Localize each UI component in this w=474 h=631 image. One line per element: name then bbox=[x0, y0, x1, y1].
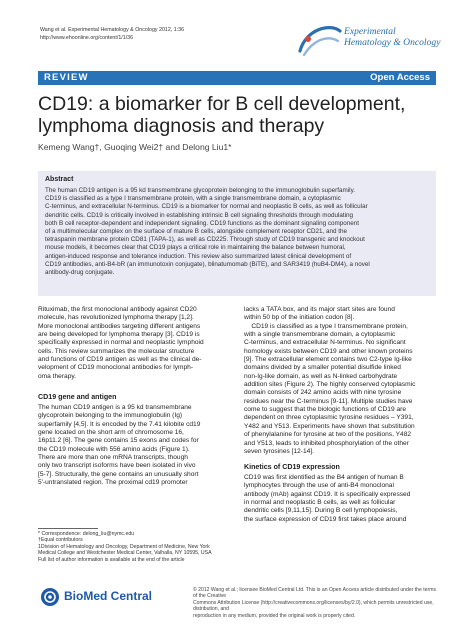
body-line: There are more than one mRNA transcripts, though bbox=[38, 454, 188, 462]
correspondence-email-link[interactable]: * Correspondence: delong_liu@nymc.edu bbox=[38, 531, 135, 537]
body-line: come to suggest that the biologic functions of CD19 are bbox=[244, 406, 407, 414]
right-column-text bbox=[244, 306, 436, 456]
body-line: in normal and neoplastic B cells, as well as follicular bbox=[244, 499, 396, 507]
title-line: lymphoma diagnosis and therapy bbox=[38, 115, 325, 137]
body-line: homology exists between CD19 and other known proteins bbox=[244, 347, 413, 355]
journal-name bbox=[344, 26, 440, 48]
abstract-line: antibody-drug conjugate. bbox=[45, 269, 115, 277]
body-line: Y482 and Y513. Experiments have shown that substitution bbox=[244, 422, 415, 430]
body-line: non-Ig-like domain, as well as N-linked carbohydrate bbox=[244, 372, 398, 380]
abstract-line: C-terminus, and extracellular N-terminus. CD19 is a biomarker for normal and neoplastic B cells, as well as follicular bbox=[45, 203, 368, 211]
body-line: addition sites (Figure 2). The highly conserved cytoplasmic bbox=[244, 381, 416, 389]
body-line: the CD19 molecule with 556 amino acids (Figure 1). bbox=[38, 445, 190, 453]
body-line: cells. This review summarizes the molecular structure bbox=[38, 347, 195, 355]
journal-name-line: Experimental bbox=[344, 26, 396, 37]
abstract-box bbox=[38, 171, 436, 296]
body-line: [5-7]. Structurally, the gene contains an unusually short bbox=[38, 470, 199, 478]
abstract-line: mouse models, it becomes clear that CD19 plays a critical role in maintaining the balance between humoral, bbox=[45, 244, 346, 252]
open-access-label: Open Access bbox=[370, 72, 430, 83]
right-column-section bbox=[244, 474, 436, 524]
journal-swirl-icon bbox=[296, 21, 342, 59]
journal-name-line: Hematology & Oncology bbox=[344, 37, 441, 48]
title-line: CD19: a biomarker for B cell development, bbox=[38, 93, 406, 115]
body-line: are being developed for lymphoma therapy [3]. CD19 is bbox=[38, 331, 200, 339]
copyright-line: © 2012 Wang et al.; licensee BioMed Central Ltd. This is an Open Access article distributed under the terms of the Creative bbox=[193, 587, 436, 600]
body-line: within 50 bp of the initiation codon [8]. bbox=[244, 314, 355, 322]
abstract-line: CD19 is classified as a type I transmembrane protein, with a single transmembrane domain, a cytoplasmic bbox=[45, 195, 341, 203]
body-line: glycoprotein belonging to the immunoglobulin (Ig) bbox=[38, 412, 183, 420]
body-line: CD19 is classified as a type I transmembrane protein, bbox=[244, 322, 408, 330]
body-line: molecule, has revolutionized lymphoma therapy [1,2]. bbox=[38, 314, 194, 322]
abstract-line: tetraspanin membrane protein CD81 (TAPA-1), as well as CD225. Through study of CD19 transgenic and knockout bbox=[45, 236, 365, 244]
footnote-line: Medical College and Westchester Medical Center, Valhalla, NY 10595, USA bbox=[38, 550, 212, 557]
body-line: the surface expression of CD19 first takes place around bbox=[244, 515, 407, 523]
body-line: lacks a TATA box, and its major start sites are found bbox=[244, 306, 395, 313]
footnote-divider bbox=[38, 528, 98, 529]
body-line: with a single transmembrane domain, a cytoplasmic bbox=[244, 331, 396, 339]
article-type-label: REVIEW bbox=[44, 72, 89, 83]
body-line: More monoclonal antibodies targeting different antigens bbox=[38, 322, 201, 330]
left-column-section bbox=[38, 404, 231, 487]
body-line: gene located on the short arm of chromosome 16, bbox=[38, 429, 184, 437]
abstract-line: CD19 antibodies, anti-B4-bR (an immunotoxin conjugate), blinatumomab (BiTE), and SAR3419 (huB4-DM4), a novel bbox=[45, 260, 370, 268]
footnote-line: Full list of author information is available at the end of the article bbox=[38, 556, 185, 563]
article-type-banner bbox=[38, 71, 436, 85]
author-list: Kemeng Wang†, Guoqing Wei2† and Delong Liu1* bbox=[38, 142, 232, 152]
body-line: seven tyrosines [12-14]. bbox=[244, 447, 315, 455]
abstract-line: both B cell receptor-dependent and independent signaling. CD19 functions as the dominant signaling component bbox=[45, 219, 360, 227]
body-line: and Y513, leads to inhibited phosphorylation of the other bbox=[244, 439, 409, 447]
body-line: CD19 was first identified as the B4 antigen of human B bbox=[244, 474, 404, 481]
body-line: C-terminus, and extracellular N-terminus. No significant bbox=[244, 339, 406, 347]
abstract-line: dendritic cells. CD19 is critically involved in establishing intrinsic B cell signaling thresholds through modulating bbox=[45, 211, 353, 219]
body-line: lymphocytes through the use of anti-B4 monoclonal bbox=[244, 482, 394, 490]
body-line: domain consists of 242 amino acids with nine tyrosine bbox=[244, 389, 402, 397]
footnote-line: †Equal contributors bbox=[38, 537, 83, 544]
citation bbox=[40, 27, 184, 42]
body-line: superfamily [4,5]. It is encoded by the 7.41 kilobite cd19 bbox=[38, 420, 201, 428]
body-line: antibody (mAb) against CD19. It is specifically expressed bbox=[244, 490, 411, 498]
body-line: of phenylalanine for tyrosine at two of the positions, Y482 bbox=[244, 431, 412, 439]
abstract-line: antigen-induced response and tolerance induction. This review also summarized latest clinical development of bbox=[45, 252, 352, 260]
publisher-name: BioMed Central bbox=[64, 589, 153, 603]
body-line: domains divided by a smaller potential disulfide linked bbox=[244, 364, 401, 372]
abstract-line: of a multimolecular complex on the surface of mature B cells, alongside complement receptor CD21, and the bbox=[45, 228, 348, 236]
biomed-central-logo-icon bbox=[40, 587, 60, 607]
footnotes bbox=[38, 531, 231, 563]
body-line: 16p11.2 [6]. The gene contains 15 exons and codes for bbox=[38, 437, 199, 445]
body-line: 5'-untranslated region. The proximal cd19 promoter bbox=[38, 479, 188, 487]
body-line: only two transcript isoforms have been isolated in vivo bbox=[38, 462, 196, 470]
section-heading-cd19-gene: CD19 gene and antigen bbox=[38, 393, 117, 401]
journal-logo bbox=[296, 21, 446, 59]
body-line: oma therapy. bbox=[38, 372, 76, 380]
body-line: velopment of CD19 monoclonal antibodies for lymph- bbox=[38, 364, 194, 372]
abstract-heading: Abstract bbox=[45, 176, 74, 183]
abstract-body bbox=[45, 187, 429, 277]
citation-line: Wang et al. Experimental Hematology & Oncology 2012, 1:36 bbox=[40, 27, 185, 33]
body-line: specifically expressed in normal and neoplastic lymphoid bbox=[38, 339, 204, 347]
body-line: [9]. The extracellular element contains two C2-type Ig-like bbox=[244, 356, 412, 364]
copyright-notice bbox=[193, 587, 439, 619]
section-heading-kinetics: Kinetics of CD19 expression bbox=[244, 463, 340, 471]
footnote-line: 1Division of Hematology and Oncology, Department of Medicine, New York bbox=[38, 543, 210, 550]
left-column-intro bbox=[38, 306, 231, 381]
copyright-line: Commons Attribution License (http://creativecommons.org/licenses/by/2.0), which permits unrestricted use, distribution, and bbox=[193, 599, 434, 613]
article-title bbox=[38, 93, 438, 137]
body-line: The human CD19 antigen is a 95 kd transmembrane bbox=[38, 404, 192, 411]
copyright-line: reproduction in any medium, provided the original work is properly cited. bbox=[193, 612, 356, 619]
body-line: and functions of CD19 antigen as well as the clinical de- bbox=[38, 356, 202, 364]
body-line: residues near the C-terminus [9-11]. Multiple studies have bbox=[244, 397, 413, 405]
publisher-logo bbox=[40, 584, 190, 608]
article-url-link[interactable]: http://www.ehoonline.org/content/1/1/36 bbox=[40, 34, 134, 41]
abstract-line: The human CD19 antigen is a 95 kd transmembrane glycoprotein belonging to the immunoglobulin superfamily. bbox=[45, 187, 356, 194]
body-line: dendritic cells [9,11,15]. During B cell lymphopoiesis, bbox=[244, 507, 398, 515]
body-line: dependent on three cytoplasmic tyrosine residues – Y391, bbox=[244, 414, 414, 422]
body-line: Rituximab, the first monoclonal antibody against CD20 bbox=[38, 306, 197, 313]
